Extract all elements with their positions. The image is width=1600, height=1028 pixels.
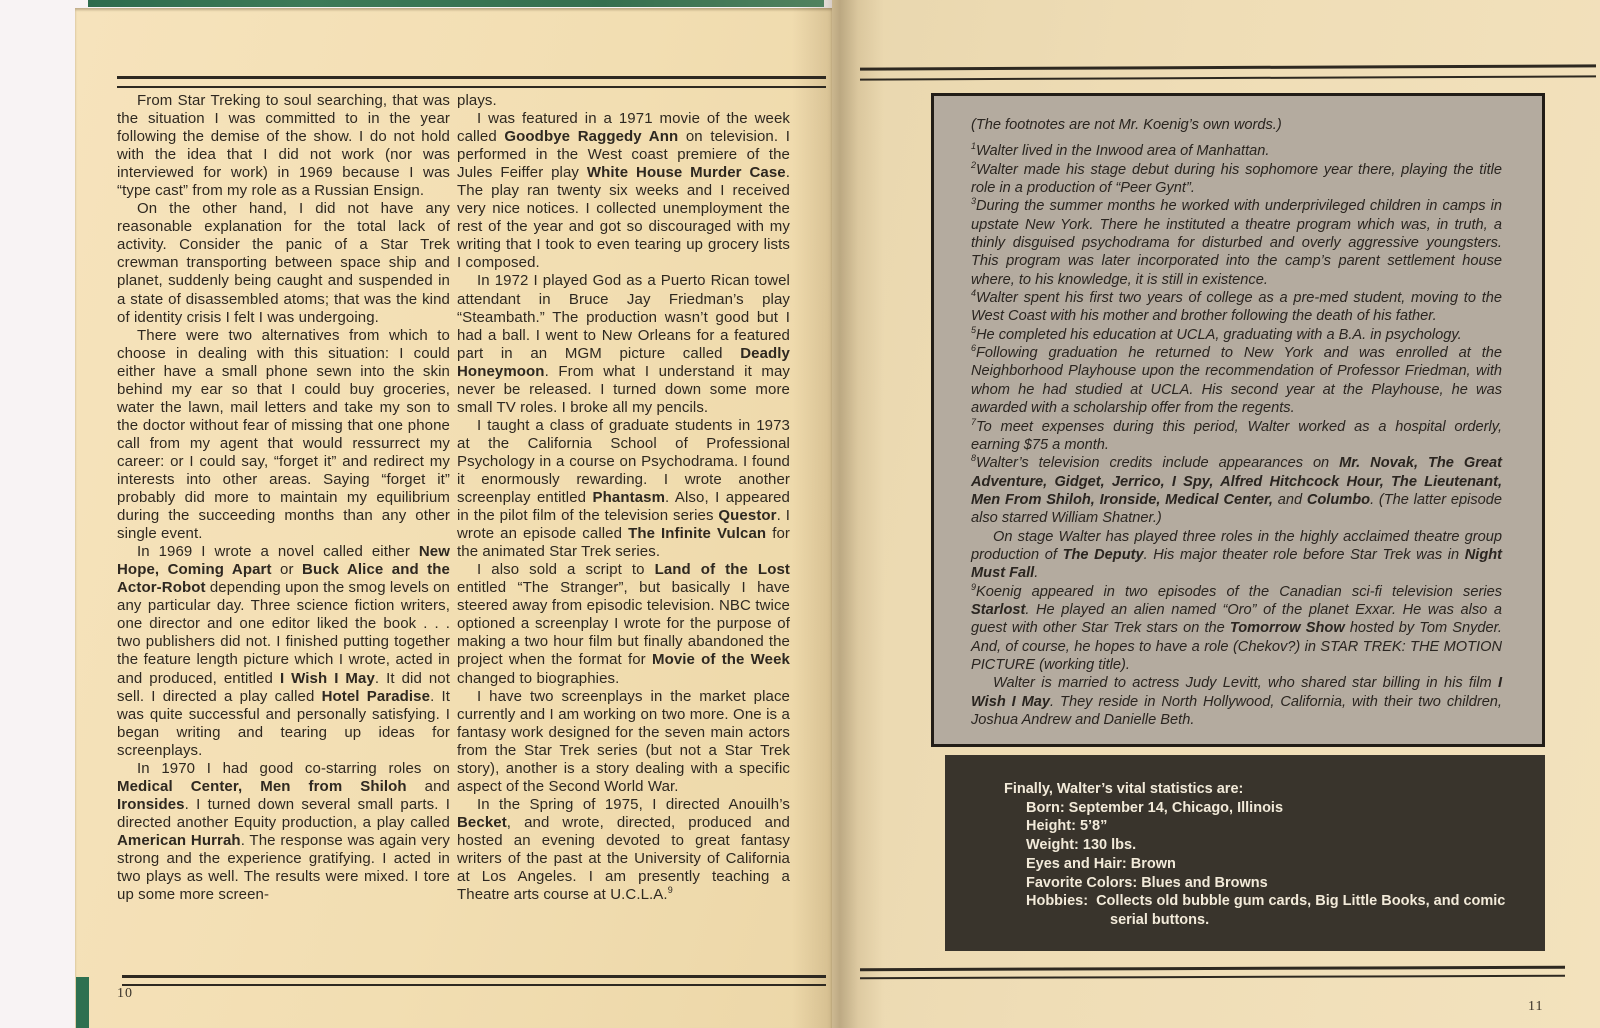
paragraph: On the other hand, I did not have any reasonable explanation for the total lack of activity. Consider the panic of a Star Trek crewman transporting between space ship and planet, suddenly being caught and suspended in a state of disassembled atoms; that was the kind of identity crisis I felt I was undergoing. bbox=[117, 200, 450, 326]
paragraph: Walter is married to actress Judy Levitt, who shared star billing in his film I Wish I May. They reside in North Hollywood, California, with their two children, Joshua Andrew and Danielle Beth. bbox=[971, 675, 1502, 728]
paragraph: Hobbies: Collects old bubble gum cards, Big Little Books, and comic serial buttons. bbox=[1026, 893, 1506, 928]
vital-statistics-items bbox=[1004, 799, 1517, 930]
paragraph: In 1972 I played God as a Puerto Rican towel attendant in Bruce Jay Friedman’s play “Steambath.” The production wasn’t good but I had a ball. I went to New Orleans for a featured part in an MGM picture called Deadly Honeymoon. From what I understand it may never be released. I turned down some more small TV roles. I broke all my pencils. bbox=[457, 272, 790, 416]
paragraph: I taught a class of graduate students in 1973 at the California School of Professional Psychology in a course on Psychodrama. I found it enormously rewarding. I wrote another screenplay entitled Phantasm. Also, I appeared in the pilot film of the television series Questor. I wrote an episode called The Infinite Vulcan for the animated Star Trek series. bbox=[457, 416, 790, 561]
paragraph: $^8$Walter’s television credits include appearances on Mr. Novak, The Great Adventure, Gidget, Jerrico, I Spy, Alfred Hitchcock Hour, The Lieutenant, Men From Shiloh, Ironside, Medical Center, and Columbo. (The latter episode also starred William Shatner.) bbox=[971, 453, 1502, 527]
vital-statistics-intro: Finally, Walter’s vital statistics are: bbox=[1004, 781, 1244, 797]
paragraph: $^6$Following graduation he returned to New York and was enrolled at the Neighborhood Playhouse upon the recommendation of Professor Friedman, with whom he had studied at UCLA. His second year at the Playhouse, he was awarded with a scholarship offer from the regents. bbox=[971, 343, 1502, 417]
paragraph: $^3$During the summer months he worked with underprivileged children in camps in upstate New York. There he instituted a theatre program which was, in truth, a thinly disguised psychodrama for disturbed and overly aggressive youngsters. This program was later incorporated into the camp’s parent settlement house where, to his knowledge, it is still in existence. bbox=[971, 196, 1502, 288]
paragraph: Eyes and Hair: Brown bbox=[1026, 855, 1176, 872]
paragraph: Favorite Colors: Blues and Browns bbox=[1026, 874, 1268, 891]
article-column-1 bbox=[117, 92, 450, 904]
double-rule-bottom-left-page bbox=[122, 975, 826, 978]
paragraph: $^9$Koenig appeared in two episodes of the Canadian sci-fi television series Starlost. He played an alien named “Oro” of the planet Exxar. He was also a guest with other Star Trek stars on the Tomorrow Show hosted by Tom Snyder. And, of course, he hopes to have a role (Chekov?) in STAR TREK: THE MOTION PICTURE (working title). bbox=[971, 581, 1502, 673]
paragraph: In 1970 I had good co-starring roles on Medical Center, Men from Shiloh and Ironsides. I turned down several small parts. I directed another Equity production, a play called American Hurrah. The response was again very strong and the experience gratifying. I acted in two plays as well. The results were mixed. I tore up some more screen- bbox=[117, 759, 450, 904]
paragraph: $^1$Walter lived in the Inwood area of Manhattan. bbox=[971, 141, 1270, 160]
double-rule-top-left-page bbox=[117, 76, 826, 79]
paragraph: I also sold a script to Land of the Lost entitled “The Stranger”, but basically I have steered away from episodic television. NBC twice optioned a screenplay I wrote for the purpose of making a two hour film but finally abandoned the project when the format for Movie of the Week changed to biographies. bbox=[457, 561, 790, 687]
page-edge-strip-top bbox=[88, 0, 824, 7]
footnotes-box bbox=[931, 93, 1545, 747]
paragraph: $^5$He completed his education at UCLA, graduating with a B.A. in psychology. bbox=[971, 324, 1462, 343]
paragraph: Weight: 130 lbs. bbox=[1026, 837, 1137, 854]
paragraph: I have two screenplays in the market place currently and I am working on two more. One is a fantasy work designed for the seven main actors from the Star Trek series (but not a Star Trek story), another is a story dealing with a specific aspect of the Second World War. bbox=[457, 687, 790, 795]
paragraph: In 1969 I wrote a novel called either New Hope, Coming Apart or Buck Alice and the Actor-Robot depending upon the smog levels on any particular day. Three science fiction writers, one director and one editor liked the book . . . two publishers did not. I finished putting together the feature length picture which I wrote, acted in and produced, entitled I Wish I May. It did not sell. I directed a play called Hotel Paradise. It was quite successful and personally satisfying. I began writing and tearing up ideas for screenplays. bbox=[117, 543, 451, 759]
page-gutter-shadow bbox=[792, 0, 884, 1028]
paragraph: In the Spring of 1975, I directed Anouilh’s Becket, and wrote, directed, produced and hosted an evening devoted to great fantasy writers of the past at the University of California at Los Angeles. I am presently teaching a Theatre arts course at U.C.L.A.$^9$ bbox=[457, 795, 790, 904]
article-column-2 bbox=[457, 92, 790, 904]
page-edge-strip-bottom-left bbox=[76, 977, 89, 1028]
double-rule-top-left-page bbox=[117, 86, 826, 88]
vital-statistics-box bbox=[945, 755, 1545, 951]
footnotes-text bbox=[971, 142, 1502, 729]
paragraph: Height: 5’8” bbox=[1026, 818, 1108, 835]
paragraph: From Star Treking to soul searching, that was the situation I was committed to in the year following the demise of the show. I do not hold with the idea that I did not work (nor was interviewed for work) in 1969 because I was “type cast” from my role as a Russian Ensign. bbox=[117, 92, 450, 200]
page-number-right: 11 bbox=[1528, 999, 1544, 1014]
paragraph: Born: September 14, Chicago, Illinois bbox=[1026, 799, 1284, 816]
paragraph: On stage Walter has played three roles in the highly acclaimed theatre group production of The Deputy. His major theater role before Star Trek was in Night Must Fall. bbox=[971, 528, 1503, 582]
paragraph: I was featured in a 1971 movie of the week called Goodbye Raggedy Ann on television. I performed in the West coast premiere of the Jules Feiffer play White House Murder Case. The play ran twenty six weeks and I received very nice notices. I collected unemployment the rest of the year and got so discouraged with my writing that I took to even tearing up grocery lists I composed. bbox=[457, 110, 790, 272]
paragraph: $^7$To meet expenses during this period, Walter worked as a hospital orderly, earning $75 a month. bbox=[971, 416, 1502, 453]
paragraph: There were two alternatives from which to choose in dealing with this situation: I could either have a small phone sewn into the skin behind my ear so that I could buy groceries, water the lawn, mail letters and take my son to the doctor without fear of missing that one phone call from my agent that would ressurrect my career: or I could say, “forget it” and redirect my interests into other areas. Saying “forget it” probably did more to maintain my equilibrium during the succeeding months than any other single event. bbox=[117, 326, 450, 543]
page-number-left: 10 bbox=[117, 986, 133, 1001]
footnotes-header: (The footnotes are not Mr. Koenig’s own words.) bbox=[971, 117, 1282, 133]
paragraph: plays. bbox=[457, 92, 497, 109]
paragraph: $^2$Walter made his stage debut during his sophomore year there, playing the title role in a production of “Peer Gynt”. bbox=[971, 159, 1502, 197]
double-rule-bottom-left-page bbox=[122, 984, 826, 986]
paragraph: $^4$Walter spent his first two years of college as a pre-med student, moving to the West Coast with his mother and brother following the death of his father. bbox=[971, 288, 1502, 325]
